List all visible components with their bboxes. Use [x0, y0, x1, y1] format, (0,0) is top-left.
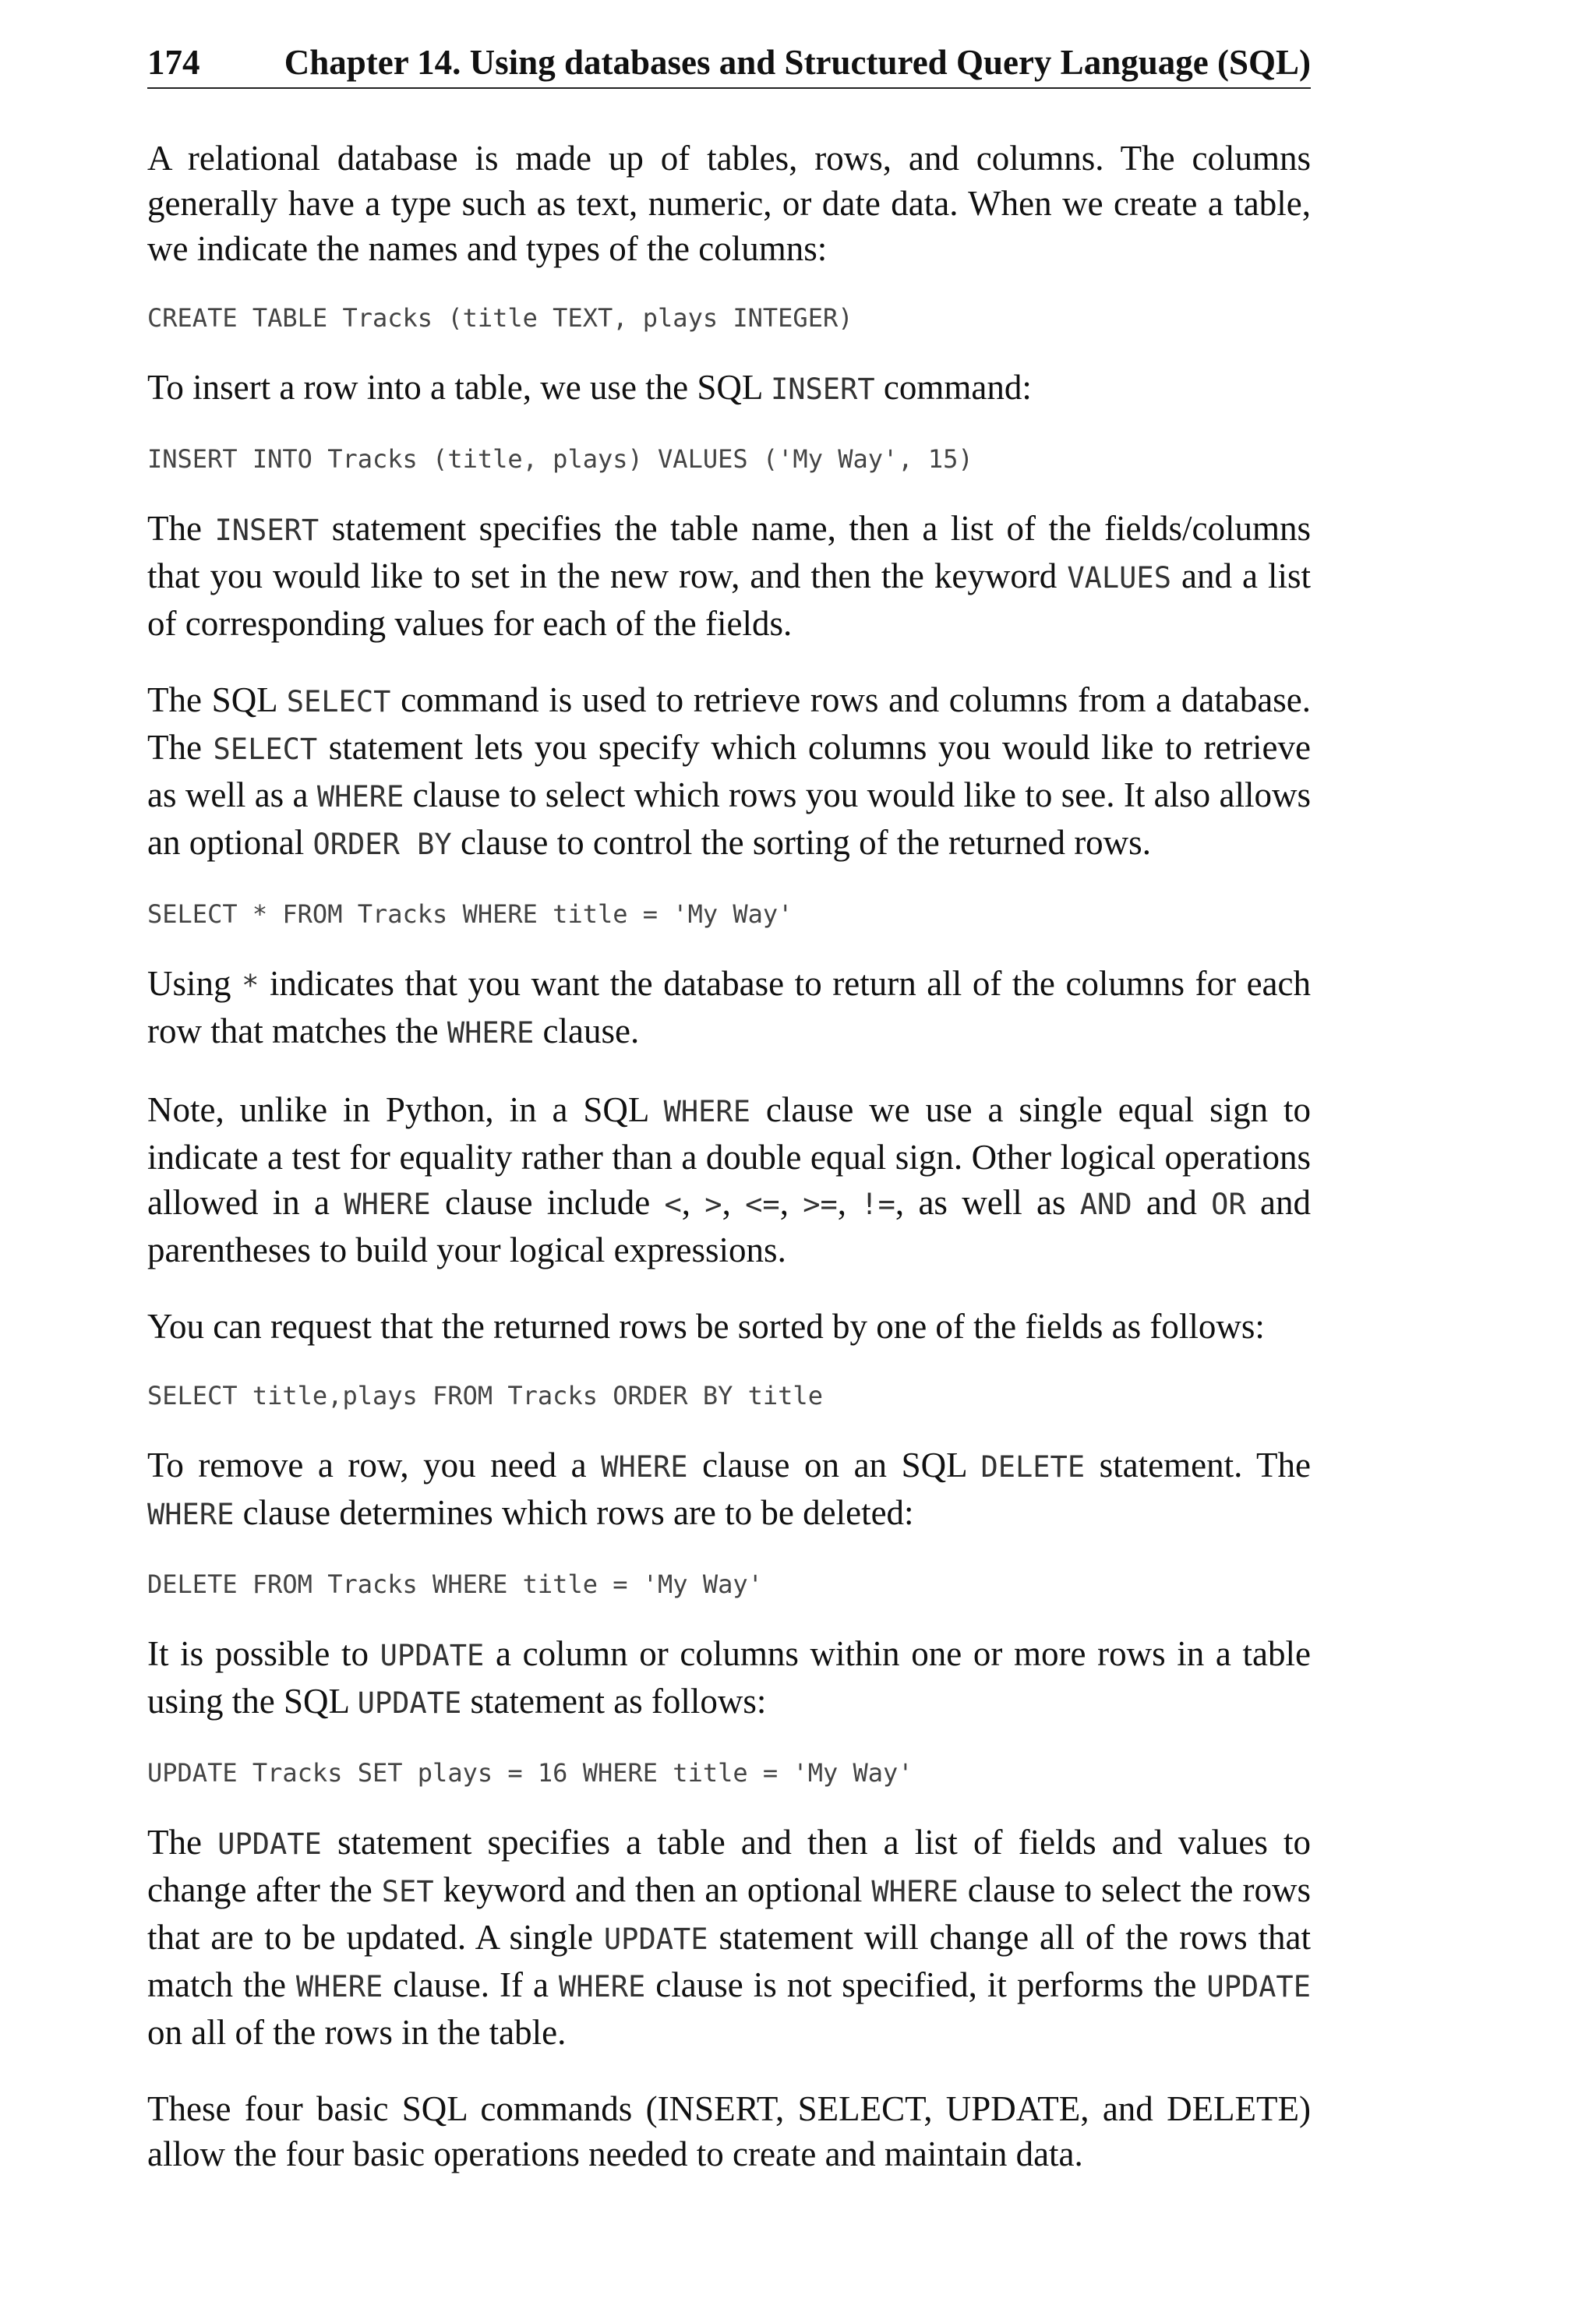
inline-code: DELETE [980, 1450, 1086, 1484]
inline-code: OR [1211, 1188, 1246, 1221]
text-run: clause include [430, 1183, 665, 1222]
text-run: on all of the rows in the table. [147, 2013, 567, 2052]
text-run: statement. The [1085, 1446, 1312, 1485]
code-block: CREATE TABLE Tracks (title TEXT, plays INTEGER) [147, 303, 853, 333]
inline-code: > [704, 1188, 722, 1221]
text-run: , [681, 1183, 705, 1222]
inline-code: WHERE [147, 1498, 235, 1531]
page-number: 174 [147, 43, 200, 82]
inline-code: < [664, 1188, 682, 1221]
text-run: keyword and then an optional [433, 1870, 872, 1909]
text-run: The [147, 1823, 218, 1862]
inline-code: UPDATE [603, 1922, 708, 1956]
inline-code: UPDATE [380, 1639, 485, 1672]
text-run: clause to select the rows that are to be updated. A single [147, 1870, 1312, 1957]
code-block: INSERT INTO Tracks (title, plays) VALUES ('My Way', 15) [147, 444, 973, 474]
code-block: SELECT title,plays FROM Tracks ORDER BY title [147, 1381, 823, 1410]
inline-code: SELECT [213, 733, 318, 766]
inline-code: UPDATE [1206, 1970, 1311, 2004]
text-run: Note, unlike in Python, in a SQL [147, 1090, 664, 1129]
text-run: clause is not specified, it performs the [645, 1965, 1207, 2004]
text-run: These four basic SQL commands (INSERT, SELECT, UPDATE, and DELETE) allow the four basic operations needed to create and maintain data. [147, 2089, 1311, 2173]
text-run: statement specifies the table name, then a list of the fields/columns that you would like to set in the new row, and then the keyword [147, 509, 1311, 595]
text-run: statement as follows: [461, 1682, 767, 1721]
chapter-title: Chapter 14. Using databases and Structured Query Language (SQL) [284, 43, 1311, 82]
text-run: indicates that you want the database to return all of the columns for each row that matches the [147, 964, 1311, 1050]
inline-code: <= [745, 1188, 780, 1221]
text-run: and parentheses to build your logical expressions. [147, 1183, 1311, 1269]
inline-code: UPDATE [217, 1827, 322, 1861]
text-run: To insert a row into a table, we use the SQL [147, 368, 771, 407]
text-run: clause on an SQL [687, 1446, 981, 1485]
text-run: A relational database is made up of tables, rows, and columns. The columns generally have a type such as text, numeric, or date data. When we create a table, we indicate the names and types of the columns: [147, 139, 1311, 268]
inline-code: >= [803, 1188, 838, 1221]
inline-code: * [242, 969, 260, 1002]
text-run: To remove a row, you need a [147, 1446, 602, 1485]
code-block: SELECT * FROM Tracks WHERE title = 'My Way' [147, 899, 793, 929]
paragraph [147, 1820, 1311, 2055]
text-run: statement will change all of the rows that match the [147, 1918, 1311, 2004]
inline-code: SET [381, 1875, 434, 1908]
inline-code: AND [1079, 1188, 1132, 1221]
text-run: The [147, 509, 215, 548]
text-run: clause to select which rows you would like to see. It also allows an optional [147, 775, 1312, 862]
text-run: and [1132, 1183, 1212, 1222]
text-run: , [722, 1183, 746, 1222]
inline-code: UPDATE [357, 1686, 462, 1720]
paragraph [147, 506, 1311, 646]
inline-code: VALUES [1067, 561, 1171, 595]
text-run: , as well as [895, 1183, 1080, 1222]
inline-code: WHERE [558, 1970, 646, 2004]
inline-code: WHERE [447, 1016, 535, 1050]
paragraph [147, 1304, 1311, 1349]
paragraph [147, 2086, 1311, 2177]
text-run: statement specifies a table and then a list of fields and values to change after the [147, 1823, 1311, 1909]
text-run: , [779, 1183, 803, 1222]
text-run: clause we use a single equal sign to indicate a test for equality rather than a double equal sign. Other logical operations allowed in a [147, 1090, 1311, 1222]
text-run: You can request that the returned rows be sorted by one of the fields as follows: [147, 1307, 1265, 1346]
page-body [147, 136, 1311, 2177]
paragraph [147, 961, 1311, 1056]
inline-code: != [860, 1188, 895, 1221]
code-block: UPDATE Tracks SET plays = 16 WHERE title = 'My Way' [147, 1758, 913, 1788]
inline-code: WHERE [601, 1450, 688, 1484]
inline-code: WHERE [663, 1095, 750, 1128]
inline-code: INSERT [214, 514, 320, 547]
text-run: statement lets you specify which columns you would like to retrieve as well as a [147, 728, 1311, 814]
inline-code: WHERE [344, 1188, 431, 1221]
inline-code: WHERE [871, 1875, 959, 1908]
code-block: DELETE FROM Tracks WHERE title = 'My Way' [147, 1569, 763, 1599]
running-header [147, 41, 1311, 89]
text-run: Using [147, 964, 242, 1003]
book-page [147, 41, 1311, 2208]
paragraph [147, 677, 1311, 867]
inline-code: INSERT [770, 372, 875, 406]
text-run: clause to control the sorting of the returned rows. [451, 823, 1151, 862]
inline-code: SELECT [286, 685, 391, 718]
text-run: and a list of corresponding values for each of the fields. [147, 556, 1311, 643]
text-run: , [837, 1183, 861, 1222]
text-run: It is possible to [147, 1634, 380, 1673]
text-run: a column or columns within one or more rows in a table using the SQL [147, 1634, 1311, 1721]
text-run: command is used to retrieve rows and columns from a database. The [147, 680, 1311, 767]
text-run: clause determines which rows are to be deleted: [234, 1493, 914, 1532]
paragraph [147, 1442, 1311, 1538]
text-run: The SQL [147, 680, 287, 719]
text-run: command: [874, 368, 1032, 407]
paragraph [147, 1631, 1311, 1726]
inline-code: WHERE [295, 1970, 383, 2004]
inline-code: WHERE [316, 780, 404, 814]
text-run: clause. [534, 1012, 640, 1050]
paragraph [147, 136, 1311, 271]
inline-code: ORDER BY [312, 828, 452, 861]
paragraph [147, 365, 1311, 412]
paragraph [147, 1087, 1311, 1273]
text-run: clause. If a [383, 1965, 559, 2004]
